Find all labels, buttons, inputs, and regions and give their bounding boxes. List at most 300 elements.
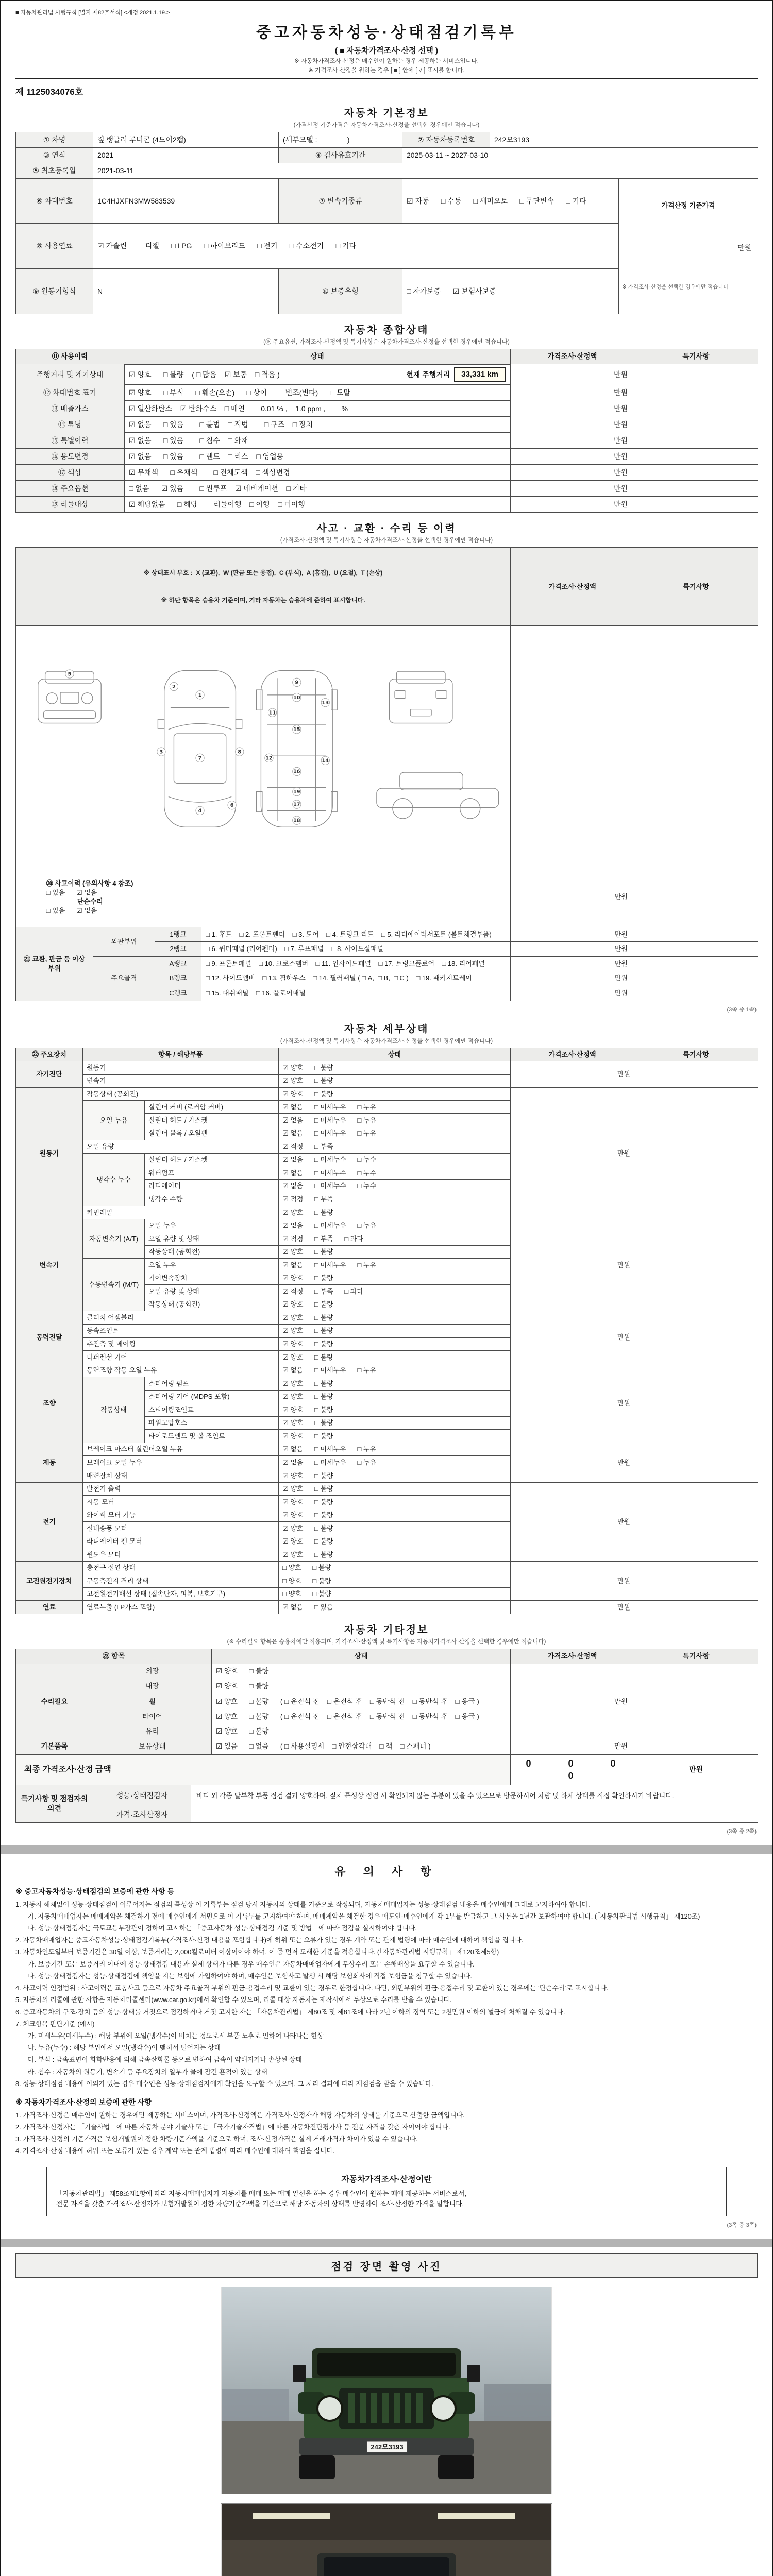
accident-history-row bbox=[16, 867, 511, 927]
price-cell: 만원 bbox=[511, 1364, 634, 1443]
note-cell bbox=[634, 626, 758, 867]
photo-front-svg bbox=[221, 2287, 552, 2494]
price-cell: 만원 bbox=[511, 1219, 634, 1311]
table-row bbox=[16, 626, 758, 867]
device-name: 제동 bbox=[16, 1443, 83, 1482]
device-item: 냉각수 수량 bbox=[145, 1193, 279, 1206]
accident-table bbox=[15, 547, 758, 1001]
device-state: ☑ 양호 □ 불량 bbox=[279, 1061, 511, 1075]
diagram-number: 2 bbox=[172, 684, 176, 690]
table-header-row bbox=[16, 1649, 758, 1664]
section-title-etc: 자동차 기타정보 bbox=[344, 1624, 429, 1636]
price-cell: 만원 bbox=[511, 1739, 634, 1754]
diagram-number: 10 bbox=[293, 695, 300, 701]
notice-line: 4. 사고이력 인정범위 : 사고이력은 교통사고 등으로 자동차 주요골격 부위의 판금·용접수리 및 교환이 있는 경우로 한정합니다. 다만, 외판부위의 판금·용접수리 및 교환이 있는 경우에는 ‘단순수리’로 표시합니다. bbox=[15, 1984, 609, 1992]
price-appraisal-definition-body bbox=[56, 2189, 717, 2210]
table-row bbox=[16, 1785, 758, 1807]
section-note-accident: (가격조사·산정액 및 특기사항은 자동차가격조사·산정을 선택한 경우에만 적습니다) bbox=[280, 537, 493, 544]
title-note-1: ※ 자동차가격조사·산정은 매수인이 원하는 경우 제공하는 서비스입니다. bbox=[294, 58, 479, 64]
etc-item: 보유상태 bbox=[93, 1739, 212, 1754]
device-item: 라디에이터 bbox=[145, 1179, 279, 1193]
device-item: 스티어링 펌프 bbox=[145, 1377, 279, 1391]
usage-row bbox=[16, 433, 758, 449]
price-cell: 만원 bbox=[511, 1482, 634, 1561]
detail-row bbox=[16, 1061, 758, 1075]
inspector-label: 성능·상태점검자 bbox=[93, 1785, 191, 1807]
device-state: ☑ 없음 □ 미세누유 □ 누유 bbox=[279, 1456, 511, 1469]
notice-line: 2. 자동차매매업자는 중고자동차성능·상태점검기록부(가격조사·산정 내용을 포함합니다)에 허위 또는 오류가 있는 경우 계약 또는 관계 법령에 따라 매수인에 대하여 책임을 집니다. bbox=[15, 1936, 524, 1944]
notice-line: 3. 가격조사·산정의 기준가격은 보험개발원이 정한 차량기준가액을 기준으로 하며, 조사·산정가격은 실제 거래가격과 차이가 있을 수 있습니다. bbox=[15, 2135, 418, 2143]
device-state: ☑ 없음 □ 미세누유 □ 누유 bbox=[279, 1114, 511, 1127]
note-cell bbox=[634, 1601, 758, 1614]
notices-body bbox=[15, 1886, 758, 2157]
fuel-label: ⑧ 사용연료 bbox=[16, 224, 93, 269]
device-item: 윈도우 모터 bbox=[83, 1548, 279, 1562]
note-cell bbox=[634, 497, 758, 513]
rear-view-outline bbox=[389, 672, 452, 723]
checkbox-group: ☑ 일산화탄소 ☑ 탄화수소 □ 매연 0.01 % , 1.0 ppm , % bbox=[129, 404, 348, 413]
photos-section-title: 점검 장면 촬영 사진 bbox=[15, 2253, 758, 2278]
device-state: ☑ 없음 □ 미세누유 □ 누유 bbox=[279, 1219, 511, 1232]
device-name: 원동기 bbox=[16, 1088, 83, 1219]
comprehensive-section bbox=[15, 321, 758, 513]
price-cell: 만원 bbox=[511, 971, 634, 986]
etc-item: 타이어 bbox=[93, 1709, 212, 1724]
diagram-number: 1 bbox=[198, 692, 202, 699]
panel-items: □ 12. 사이드멤버 □ 13. 휠하우스 □ 14. 필러패널 ( □ A, □ B, □ C ) □ 19. 패키지트레이 bbox=[201, 971, 511, 986]
panel-rank: B랭크 bbox=[155, 971, 201, 986]
notice-line: 1. 자동차 해체없이 성능·상태점검이 이루어지는 점검의 특성상 이 기록부는 점검 당시 자동차의 상태를 기준으로 작성되며, 자동차매매업자는 성능·상태점검 내용을 매수인에게 그대로 고지하여야 합니다. bbox=[15, 1900, 590, 1908]
background-building bbox=[484, 2384, 551, 2421]
transmission-label: ⑦ 변속기종류 bbox=[279, 178, 402, 224]
front-view-outline bbox=[38, 672, 101, 723]
device-state: ☑ 적정 □ 부족 □ 과다 bbox=[279, 1232, 511, 1246]
price-appraisal-definition-title: 자동차가격조사·산정이란 bbox=[341, 2175, 432, 2184]
section-note-detail: (가격조사·산정액 및 특기사항은 자동차가격조사·산정을 선택한 경우에만 적습니다) bbox=[280, 1038, 493, 1044]
checkbox-group: □ 없음 ☑ 있음 □ 썬루프 ☑ 네비게이션 □ 기타 bbox=[129, 484, 307, 493]
usage-state bbox=[124, 449, 510, 465]
note-cell bbox=[634, 364, 758, 385]
usage-state bbox=[124, 481, 510, 497]
panel-items: □ 6. 쿼터패널 (리어펜더) □ 7. 루프패널 □ 8. 사이드실패널 bbox=[201, 942, 511, 957]
device-item: 발전기 출력 bbox=[83, 1482, 279, 1496]
note-cell bbox=[634, 971, 758, 986]
base-price-unit: 만원 bbox=[737, 243, 751, 252]
ceiling-light bbox=[253, 2513, 330, 2519]
section-title-comprehensive: 자동차 종합상태 bbox=[344, 324, 429, 336]
device-item: 스티어링조인트 bbox=[145, 1403, 279, 1417]
detail-row bbox=[16, 1561, 758, 1574]
col-note: 특기사항 bbox=[634, 349, 758, 364]
device-item: 동력조향 작동 오일 누유 bbox=[83, 1364, 279, 1377]
diagram-number: 13 bbox=[322, 700, 329, 706]
etc-row bbox=[16, 1664, 758, 1679]
section-title-detail: 자동차 세부상태 bbox=[344, 1023, 429, 1035]
inspection-photo-front bbox=[221, 2287, 552, 2494]
etc-group: 수리필요 bbox=[16, 1664, 93, 1739]
fuel-checkboxes: ☑ 가솔린 □ 디젤 □ LPG □ 하이브리드 □ 전기 □ 수소전기 □ 기타 bbox=[93, 224, 619, 269]
price-option-checkbox-label: ( ■ 자동차가격조사·산정 선택 ) bbox=[334, 46, 439, 55]
table-row bbox=[16, 867, 758, 927]
detail-state-section bbox=[15, 1021, 758, 1615]
usage-label: ⑲ 리콜대상 bbox=[16, 497, 124, 513]
checkbox-group: ☑ 양호 □ 불량 bbox=[129, 370, 184, 379]
first-reg-value: 2021-03-11 bbox=[93, 163, 758, 178]
usage-state bbox=[124, 401, 510, 417]
section-note-comprehensive: (⑱ 주요옵션, 가격조사·산정액 및 특기사항은 자동차가격조사·산정을 선택한 경우에만 적습니다) bbox=[263, 338, 510, 345]
col-note: 특기사항 bbox=[634, 1048, 758, 1061]
price-cell: 만원 bbox=[511, 417, 634, 433]
price-appraisal-definition-box bbox=[46, 2167, 727, 2216]
device-name: 변속기 bbox=[16, 1219, 83, 1311]
page-footer: (3쪽 중 3쪽) bbox=[727, 2222, 757, 2228]
device-name: 자기진단 bbox=[16, 1061, 83, 1088]
checkbox-group: ☑ 무채색 □ 유채색 □ 전체도색 □ 색상변경 bbox=[129, 468, 290, 477]
price-cell: 만원 bbox=[511, 956, 634, 971]
note-cell bbox=[634, 1561, 758, 1601]
opinion-table bbox=[15, 1785, 758, 1822]
notice-heading: ※ 자동차가격조사·산정의 보증에 관한 사항 bbox=[15, 2097, 152, 2106]
notice-line: 가. 보증기간 또는 보증거리 이내에 성능·상태점검 내용과 실제 상태가 다른 경우 매수인은 자동차매매업자에게 무상수리 또는 손해배상을 요구할 수 있습니다. bbox=[28, 1960, 475, 1968]
diagram-number: 5 bbox=[68, 671, 72, 677]
headlight bbox=[317, 2396, 342, 2421]
device-state: ☑ 양호 □ 불량 bbox=[279, 1074, 511, 1088]
usage-row bbox=[16, 497, 758, 513]
panel-items: □ 1. 후드 □ 2. 프론트펜더 □ 3. 도어 □ 4. 트렁크 리드 □ 5. 라디에이터서포트 (볼트체결부품) bbox=[201, 927, 511, 942]
price-cell: 만원 bbox=[511, 1088, 634, 1219]
price-cell: 만원 bbox=[511, 1061, 634, 1088]
detail-row bbox=[16, 1482, 758, 1496]
usage-label: ⑯ 용도변경 bbox=[16, 449, 124, 465]
title-note-2: ※ 가격조사·산정을 원하는 경우 [ ■ ] 안에 [ √ ] 표시를 합니다. bbox=[308, 67, 465, 74]
device-item: 원동기 bbox=[83, 1061, 279, 1075]
notice-line: 나. 누유(누수) : 해당 부위에서 오일(냉각수)이 맺혀서 떨어지는 상태 bbox=[28, 2044, 221, 2052]
col-state: 상태 bbox=[212, 1649, 511, 1664]
device-state: ☑ 양호 □ 불량 bbox=[279, 1535, 511, 1548]
note-cell bbox=[634, 942, 758, 957]
diagram-number: 11 bbox=[268, 710, 276, 716]
device-state: ☑ 양호 □ 불량 bbox=[279, 1088, 511, 1101]
form-title: 중고자동차성능·상태점검기록부 bbox=[256, 24, 517, 41]
regno-label: ② 자동차등록번호 bbox=[402, 132, 490, 148]
year-label: ③ 연식 bbox=[16, 147, 93, 163]
table-row bbox=[16, 132, 758, 148]
price-cell: 만원 bbox=[511, 401, 634, 417]
usage-row bbox=[16, 465, 758, 481]
device-subgroup: 자동변속기 (A/T) bbox=[83, 1219, 145, 1259]
device-item: 와이퍼 모터 기능 bbox=[83, 1509, 279, 1522]
table-row bbox=[16, 147, 758, 163]
diagram-number: 9 bbox=[295, 680, 299, 686]
device-item: 오일 유량 및 상태 bbox=[145, 1285, 279, 1298]
panel-rank: A랭크 bbox=[155, 956, 201, 971]
checkbox-group: ☑ 없음 □ 있음 □ 불법 □ 적법 □ 구조 □ 장치 bbox=[129, 420, 313, 429]
device-state: ☑ 없음 □ 미세누수 □ 누수 bbox=[279, 1179, 511, 1193]
col-price: 가격조사·산정액 bbox=[511, 548, 634, 626]
device-state: ☑ 양호 □ 불량 bbox=[279, 1245, 511, 1259]
price-cell bbox=[511, 626, 634, 867]
device-subgroup: 작동상태 bbox=[83, 1377, 145, 1443]
inspector-opinion-text: 바디 외 각종 탈부착 부품 점검 결과 양호하며, 짚차 특성상 점검 시 확인되지 않는 부분이 있을 수 있으므로 방문하시어 차량 및 하체 상태를 직접 확인하시기 바랍니다. bbox=[191, 1785, 758, 1807]
device-item: 실린더 블록 / 오일팬 bbox=[145, 1127, 279, 1140]
note-cell bbox=[634, 433, 758, 449]
usage-label: ⑫ 차대번호 표기 bbox=[16, 385, 124, 401]
car-inspection-diagram-svg bbox=[19, 649, 507, 850]
engine-type-value: N bbox=[93, 269, 279, 314]
device-state: ☑ 양호 □ 불량 bbox=[279, 1298, 511, 1311]
usage-label: ⑱ 주요옵션 bbox=[16, 481, 124, 497]
device-item: 브레이크 마스터 실린더오일 누유 bbox=[83, 1443, 279, 1456]
device-state: ☑ 양호 □ 불량 bbox=[279, 1272, 511, 1285]
etc-state: ☑ 양호 □ 불량 bbox=[212, 1724, 511, 1739]
usage-state bbox=[124, 497, 510, 513]
warranty-label: ⑩ 보증유형 bbox=[279, 269, 402, 314]
car-name-label: ① 차명 bbox=[16, 132, 93, 148]
usage-label: ⑬ 배출가스 bbox=[16, 401, 124, 417]
etc-item: 내장 bbox=[93, 1679, 212, 1694]
device-item: 고전원전기배선 상태 (접속단자, 피복, 보호기구) bbox=[83, 1587, 279, 1601]
inspection-diagram bbox=[16, 626, 511, 867]
col-price: 가격조사·산정액 bbox=[511, 1048, 634, 1061]
panel-rank: C랭크 bbox=[155, 986, 201, 1001]
legend-line-1: ※ 상태표시 부호 : X (교환), W (판금 또는 용접), C (부식), A (흠집), U (요철), T (손상) bbox=[143, 569, 383, 577]
mileage-label: 현재 주행거리 bbox=[406, 370, 450, 379]
detail-row bbox=[16, 1364, 758, 1377]
inspection-photo-rear bbox=[221, 2503, 552, 2576]
price-cell: 만원 bbox=[511, 385, 634, 401]
simple-repair-checkboxes: □ 있음 ☑ 없음 bbox=[46, 906, 97, 914]
base-price-note: ※ 가격조사·산정을 선택한 경우에만 적습니다 bbox=[622, 284, 729, 291]
detail-row bbox=[16, 1311, 758, 1325]
device-state: ☑ 없음 □ 미세누유 □ 누유 bbox=[279, 1259, 511, 1272]
device-item: 브레이크 오일 누유 bbox=[83, 1456, 279, 1469]
notice-line: 8. 성능·상태점검 내용에 이의가 있는 경우 매수인은 성능·상태점검자에게 확인을 요구할 수 있으며, 그 처리 결과에 따라 재점검을 받을 수 있습니다. bbox=[15, 2079, 433, 2088]
notice-line: 7. 체크항목 판단기준 (예시) bbox=[15, 2020, 95, 2028]
note-cell bbox=[634, 867, 758, 927]
price-cell: 만원 bbox=[511, 449, 634, 465]
device-state: □ 양호 □ 불량 bbox=[279, 1561, 511, 1574]
device-item: 라디에이터 팬 모터 bbox=[83, 1535, 279, 1548]
price-cell: 만원 bbox=[511, 481, 634, 497]
notice-line: 나. 성능·상태점검자는 성능·상태점검에 책임을 지는 보험에 가입하여야 하며, 매수인은 보험사고 발생 시 해당 보험회사에 직접 보험금을 청구할 수 있습니다. bbox=[28, 1972, 472, 1980]
base-price-box bbox=[619, 178, 758, 314]
background-building bbox=[222, 2389, 289, 2421]
etc-item: 휠 bbox=[93, 1694, 212, 1709]
year-value: 2021 bbox=[93, 147, 279, 163]
device-item: 실내송풍 모터 bbox=[83, 1522, 279, 1535]
etc-state: ☑ 양호 □ 불량 ( □ 운전석 전 □ 운전석 후 □ 동반석 전 □ 동반석 후 □ 응급 ) bbox=[212, 1694, 511, 1709]
notice-line: 2. 가격조사·산정자는 「기술사법」에 따른 자동차 분야 기술사 또는 「국가기술자격법」에 따른 자동차진단평가사 등 전문 자격을 갖춘 자이어야 합니다. bbox=[15, 2123, 450, 2131]
usage-label: ⑰ 색상 bbox=[16, 465, 124, 481]
note-cell bbox=[634, 465, 758, 481]
diagram-number: 3 bbox=[159, 749, 163, 755]
device-item: 시동 모터 bbox=[83, 1496, 279, 1509]
device-state: ☑ 없음 □ 미세누유 □ 누유 bbox=[279, 1127, 511, 1140]
device-state: □ 양호 □ 불량 bbox=[279, 1587, 511, 1601]
device-item: 충전구 절연 상태 bbox=[83, 1561, 279, 1574]
device-item: 오일 유량 bbox=[83, 1140, 279, 1154]
page-footer: (3쪽 중 1쪽) bbox=[727, 1006, 757, 1013]
notice-line: 3. 자동차인도일부터 보증기간은 30일 이상, 보증거리는 2,000킬로미터 이상이어야 하며, 이 중 먼저 도래한 기준을 적용합니다. (「자동차관리법 시행규칙」 제120조제5항) bbox=[15, 1948, 499, 1956]
etc-state: ☑ 양호 □ 불량 bbox=[212, 1679, 511, 1694]
device-state: ☑ 양호 □ 불량 bbox=[279, 1311, 511, 1325]
device-state: □ 양호 □ 불량 bbox=[279, 1574, 511, 1588]
price-cell: 만원 bbox=[511, 986, 634, 1001]
device-name: 고전원전기장치 bbox=[16, 1561, 83, 1601]
price-cell: 만원 bbox=[511, 1664, 634, 1739]
price-cell: 만원 bbox=[511, 867, 634, 927]
tire bbox=[299, 2455, 335, 2479]
col-device: ㉒ 주요장치 bbox=[16, 1048, 83, 1061]
diagram-number: 19 bbox=[293, 789, 300, 795]
device-state: ☑ 양호 □ 불량 bbox=[279, 1509, 511, 1522]
detail-row bbox=[16, 1601, 758, 1614]
device-state: ☑ 양호 □ 불량 bbox=[279, 1522, 511, 1535]
detail-state-table bbox=[15, 1048, 758, 1615]
note-cell bbox=[634, 1061, 758, 1088]
device-item: 워터펌프 bbox=[145, 1166, 279, 1180]
col-note: 특기사항 bbox=[634, 548, 758, 626]
exchange-row bbox=[16, 956, 758, 971]
device-item: 등속조인트 bbox=[83, 1324, 279, 1337]
device-item: 디퍼렌셜 기어 bbox=[83, 1351, 279, 1364]
diagram-number: 8 bbox=[238, 749, 242, 755]
headlight bbox=[431, 2396, 456, 2421]
device-state: ☑ 적정 □ 부족 bbox=[279, 1140, 511, 1154]
note-cell bbox=[634, 1088, 758, 1219]
first-reg-label: ⑤ 최초등록일 bbox=[16, 163, 93, 178]
usage-label: ⑮ 특별이력 bbox=[16, 433, 124, 449]
device-state: ☑ 양호 □ 불량 bbox=[279, 1390, 511, 1403]
checkbox-group: ☑ 해당없음 □ 해당 리콜이행 □ 이행 □ 미이행 bbox=[129, 500, 305, 509]
side-mirror bbox=[467, 2365, 480, 2382]
etc-info-table bbox=[15, 1649, 758, 1755]
col-state: 상태 bbox=[124, 349, 511, 364]
final-price-value: 0 0 0 0 bbox=[511, 1754, 634, 1785]
final-price-table bbox=[15, 1754, 758, 1786]
mileage-value: 33,331 km bbox=[454, 367, 506, 382]
note-cell bbox=[634, 385, 758, 401]
license-plate-text: 242모3193 bbox=[371, 2443, 404, 2451]
vin-value: 1C4HJXFN3MW583539 bbox=[93, 178, 279, 224]
final-price-unit: 만원 bbox=[634, 1754, 758, 1785]
usage-label: ⑭ 튜닝 bbox=[16, 417, 124, 433]
col-note: 특기사항 bbox=[634, 1649, 758, 1664]
price-def-line: 「자동차관리법」 제58조제1항에 따라 자동차매매업자가 자동차를 매매 또는 매매 알선을 하는 경우 매수인이 원하는 때에 제공하는 서비스로서, bbox=[56, 2189, 467, 2197]
detail-row bbox=[16, 1088, 758, 1101]
device-state: ☑ 없음 □ 미세누유 □ 누유 bbox=[279, 1364, 511, 1377]
accident-history-checkboxes: □ 있음 ☑ 없음 bbox=[46, 888, 97, 896]
device-item: 파워고압호스 bbox=[145, 1416, 279, 1430]
price-cell: 만원 bbox=[511, 1561, 634, 1601]
etc-state: ☑ 있음 □ 없음 ( □ 사용설명서 □ 안전삼각대 □ 잭 □ 스패너 ) bbox=[212, 1739, 511, 1754]
notices-sheet bbox=[1, 1854, 772, 2239]
price-cell: 만원 bbox=[511, 497, 634, 513]
diagram-number: 15 bbox=[293, 727, 300, 733]
notice-line: 가. 미세누유(미세누수) : 해당 부위에 오일(냉각수)이 비치는 정도로서 부품 노후로 인하여 나타나는 현상 bbox=[28, 2031, 324, 2040]
accident-history-section bbox=[15, 520, 758, 1013]
price-cell: 만원 bbox=[511, 433, 634, 449]
device-item: 스티어링 기어 (MDPS 포함) bbox=[145, 1390, 279, 1403]
price-cell: 만원 bbox=[511, 942, 634, 957]
note-cell bbox=[634, 1664, 758, 1739]
price-cell: 만원 bbox=[511, 1601, 634, 1614]
notice-line: 6. 중고자동차의 구조·장치 등의 성능·상태를 거짓으로 점검하거나 거짓 고지한 자는 「자동차관리법」 제80조 및 제81조에 따라 2년 이하의 징역 또는 2천만원 이하의 벌금에 처해질 수 있습니다. bbox=[15, 2008, 565, 2016]
form-header bbox=[15, 20, 758, 79]
price-cell: 만원 bbox=[511, 364, 634, 385]
photo-rear-svg bbox=[221, 2504, 552, 2576]
table-row bbox=[16, 178, 758, 224]
device-state: ☑ 양호 □ 불량 bbox=[279, 1469, 511, 1483]
note-cell bbox=[634, 417, 758, 433]
document-number: 제 1125034076호 bbox=[15, 87, 83, 97]
side-view-outline bbox=[377, 772, 499, 819]
base-price-title: 가격산정 기준가격 bbox=[661, 201, 715, 210]
device-state: ☑ 양호 □ 불량 bbox=[279, 1430, 511, 1443]
note-cell bbox=[634, 956, 758, 971]
comprehensive-table bbox=[15, 349, 758, 513]
etc-row bbox=[16, 1739, 758, 1754]
diagram-number: 6 bbox=[230, 803, 234, 809]
usage-row bbox=[16, 401, 758, 417]
device-state: ☑ 양호 □ 불량 bbox=[279, 1324, 511, 1337]
detail-row bbox=[16, 1443, 758, 1456]
accident-history-label: ⑳ 사고이력 (유의사항 4 참조) bbox=[46, 879, 133, 888]
device-item: 작동상태 (공회전) bbox=[145, 1298, 279, 1311]
notice-line: 5. 자동차의 리콜에 관한 사항은 자동차리콜센터(www.car.go.kr)에서 확인할 수 있으며, 리콜 대상 자동차는 제작사에서 무상으로 수리를 받을 수 있습니다. bbox=[15, 1996, 452, 2004]
price-cell: 만원 bbox=[511, 1443, 634, 1482]
regno-value: 242모3193 bbox=[490, 132, 758, 148]
device-state: ☑ 양호 □ 불량 bbox=[279, 1482, 511, 1496]
etc-state: ☑ 양호 □ 불량 bbox=[212, 1664, 511, 1679]
device-item: 작동상태 (공회전) bbox=[145, 1245, 279, 1259]
note-cell bbox=[634, 401, 758, 417]
device-state: ☑ 양호 □ 불량 bbox=[279, 1337, 511, 1351]
usage-state bbox=[124, 417, 510, 433]
basic-info-section bbox=[15, 105, 758, 314]
device-state: ☑ 양호 □ 불량 bbox=[279, 1496, 511, 1509]
device-name: 조향 bbox=[16, 1364, 83, 1443]
device-state: ☑ 없음 □ 미세누수 □ 누수 bbox=[279, 1166, 511, 1180]
inspection-period-label: ④ 검사유효기간 bbox=[279, 147, 402, 163]
usage-row bbox=[16, 449, 758, 465]
usage-row bbox=[16, 481, 758, 497]
notices-title: 유 의 사 항 bbox=[334, 1865, 439, 1878]
ceiling-light bbox=[438, 2513, 515, 2519]
note-cell bbox=[634, 1443, 758, 1482]
etc-group: 기본품목 bbox=[16, 1739, 93, 1754]
usage-row bbox=[16, 364, 758, 385]
device-item: 커먼레일 bbox=[83, 1206, 279, 1219]
main-form-sheet bbox=[1, 1, 772, 1845]
side-mirror bbox=[293, 2365, 306, 2382]
notice-line: 라. 침수 : 자동차의 원동기, 변속기 등 주요장치의 일부가 물에 잠긴 흔적이 있는 상태 bbox=[28, 2067, 267, 2076]
device-subgroup: 오일 누유 bbox=[83, 1100, 145, 1140]
device-state: ☑ 양호 □ 불량 bbox=[279, 1416, 511, 1430]
current-mileage bbox=[406, 367, 506, 382]
col-item: 항목 / 해당부품 bbox=[83, 1048, 279, 1061]
appraiser-opinion-text bbox=[191, 1807, 758, 1822]
device-state: ☑ 없음 □ 있음 bbox=[279, 1601, 511, 1614]
device-item: 배력장치 상태 bbox=[83, 1469, 279, 1483]
device-state: ☑ 없음 □ 미세누유 □ 누유 bbox=[279, 1100, 511, 1114]
note-cell bbox=[634, 986, 758, 1001]
table-header-row bbox=[16, 1048, 758, 1061]
usage-label: 주행거리 및 계기상태 bbox=[16, 364, 124, 385]
price-cell: 만원 bbox=[511, 1311, 634, 1364]
panel-items: □ 9. 프론트패널 □ 10. 크로스멤버 □ 11. 인사이드패널 □ 17. 트렁크플로어 □ 18. 리어패널 bbox=[201, 956, 511, 971]
checkbox-group: ☑ 양호 □ 부식 □ 훼손(오손) □ 상이 □ 변조(변타) □ 도말 bbox=[129, 388, 350, 397]
